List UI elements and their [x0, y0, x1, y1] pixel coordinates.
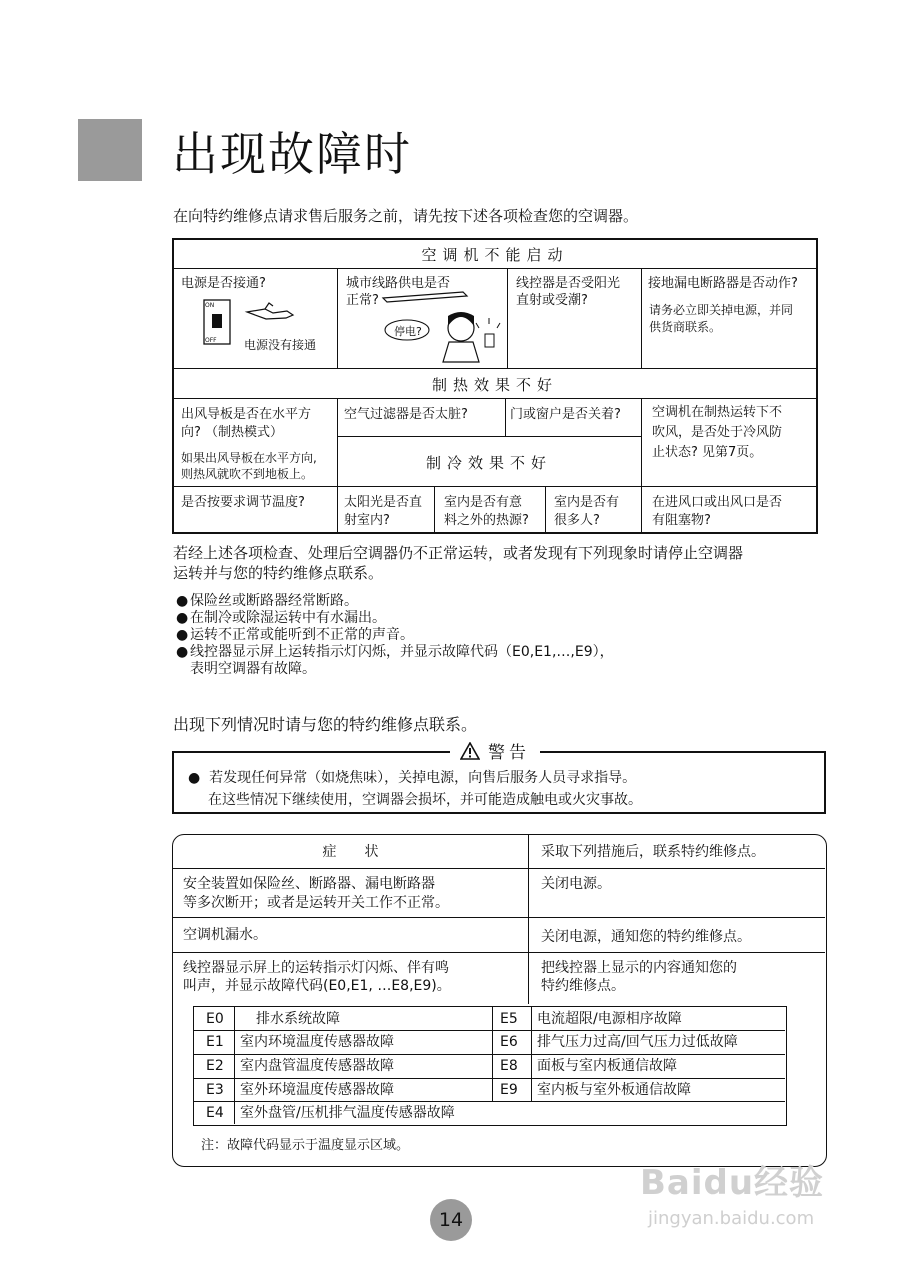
vent-question-2: 有阻塞物?	[652, 513, 711, 528]
list-item: 表明空调器有故障。	[190, 661, 316, 677]
error-code: E0	[206, 1011, 224, 1027]
warning-header	[450, 738, 540, 763]
contact-heading: 出现下列情况时请与您的特约维修点联系。	[173, 715, 478, 734]
list-item: ● 保险丝或断路器经常断路。	[176, 593, 358, 609]
fault-bullet-list	[176, 593, 614, 678]
error-description: 室内环境温度传感器故障	[240, 1034, 394, 1050]
error-description: 面板与室内板通信故障	[537, 1058, 677, 1074]
stop-instruction: 若经上述各项检查、处理后空调器仍不正常运转，或者发现有下列现象时请停止空调器	[173, 544, 744, 562]
list-item: ● 在制冷或除湿运转中有水漏出。	[176, 610, 386, 626]
temperature-question: 是否按要求调节温度?	[181, 495, 305, 510]
page-number: 14	[430, 1199, 472, 1241]
warning-triangle-icon	[460, 742, 480, 760]
error-code: E4	[206, 1105, 224, 1121]
list-item: ● 线控器显示屏上运转指示灯闪烁，并显示故障代码（E0,E1,…,E9），	[176, 644, 614, 660]
error-code: E2	[206, 1058, 224, 1074]
header-poor-cooling: 制冷效果不好	[425, 454, 552, 472]
crowd-question: 室内是否有	[554, 495, 620, 510]
symptom-error-code-2: 叫声，并显示故障代码(E0,E1, …E8,E9)。	[183, 978, 451, 994]
vane-question-2: 向? （制热模式）	[181, 425, 284, 440]
error-code-table	[193, 1006, 787, 1126]
vane-note: 如果出风导板在水平方向,	[181, 451, 317, 465]
crowd-question-2: 很多人?	[554, 513, 600, 528]
leak-note-2: 供货商联系。	[649, 320, 722, 334]
power-question: 电源是否接通?	[181, 276, 266, 291]
symptom-breaker: 安全装置如保险丝、断路器、漏电断路器	[183, 876, 435, 892]
error-description: 排水系统故障	[256, 1011, 340, 1027]
error-code: E6	[500, 1034, 518, 1050]
error-code-note: 注：故障代码显示于温度显示区域。	[201, 1138, 410, 1153]
error-code: E9	[500, 1082, 518, 1098]
error-description: 电流超限/电源相序故障	[537, 1011, 682, 1027]
section-marker	[78, 119, 142, 181]
error-description: 室外盘管/压机排气温度传感器故障	[240, 1105, 455, 1121]
error-description: 室内盘管温度传感器故障	[240, 1058, 394, 1074]
power-note: 电源没有接通	[244, 338, 317, 352]
heat-source-question: 室内是否有意	[444, 495, 523, 510]
watermark: Baidu经验	[640, 1163, 825, 1203]
heat-source-question-2: 料之外的热源?	[444, 513, 529, 528]
warning-line-2: 在这些情况下继续使用，空调器会损坏，并可能造成触电或火灾事故。	[208, 792, 642, 808]
vane-question: 出风导板是否在水平方	[181, 407, 312, 422]
error-code: E3	[206, 1082, 224, 1098]
action-power-off: 关闭电源。	[541, 876, 611, 892]
remote-question-2: 直射或受潮?	[516, 293, 588, 308]
intro-text: 在向特约维修点请求售后服务之前，请先按下述各项检查您的空调器。	[173, 207, 639, 225]
symptom-column-header: 症 状	[322, 844, 379, 860]
error-code: E8	[500, 1058, 518, 1074]
warning-label: 警告	[488, 743, 530, 763]
warning-line-1: ● 若发现任何异常（如烧焦味），关掉电源，向售后服务人员寻求指导。	[188, 770, 637, 786]
header-poor-heating: 制热效果不好	[431, 376, 558, 394]
city-power-question-2: 正常?	[346, 293, 379, 308]
city-power-question: 城市线路供电是否	[346, 276, 451, 291]
check-table	[172, 238, 818, 534]
no-blow-question: 空调机在制热运转下不	[652, 405, 783, 420]
header-cannot-start: 空调机不能启动	[421, 246, 569, 264]
no-blow-question-2: 吹风，是否处于冷风防	[652, 425, 783, 440]
watermark-url: jingyan.baidu.com	[648, 1208, 815, 1229]
filter-question: 空气过滤器是否太脏?	[344, 407, 468, 422]
action-column-header: 采取下列措施后，联系特约维修点。	[541, 844, 765, 860]
error-code: E5	[500, 1011, 518, 1027]
door-question: 门或窗户是否关着?	[510, 407, 621, 422]
sunlight-question: 太阳光是否直	[344, 495, 423, 510]
leak-note: 请务必立即关掉电源，并同	[649, 303, 794, 317]
remote-question: 线控器是否受阳光	[516, 276, 621, 291]
list-item: ● 运转不正常或能听到不正常的声音。	[176, 627, 414, 643]
vent-question: 在进风口或出风口是否	[652, 495, 783, 510]
action-report-display-2: 特约维修点。	[541, 978, 625, 994]
outage-label: 停电?	[394, 325, 422, 338]
switch-off-label: OFF	[205, 337, 217, 344]
action-notify: 关闭电源，通知您的特约维修点。	[541, 929, 751, 945]
leak-breaker-question: 接地漏电断路器是否动作?	[648, 276, 798, 291]
vane-note-2: 则热风就吹不到地板上。	[181, 467, 314, 481]
action-report-display: 把线控器上显示的内容通知您的	[541, 960, 737, 976]
error-description: 排气压力过高/回气压力过低故障	[537, 1034, 738, 1050]
stop-instruction-2: 运转并与您的特约维修点联系。	[173, 564, 384, 582]
symptom-breaker-2: 等多次断开；或者是运转开关工作不正常。	[183, 895, 449, 911]
page-title: 出现故障时	[172, 127, 412, 181]
sunlight-question-2: 射室内?	[344, 513, 390, 528]
symptom-error-code: 线控器显示屏上的运转指示灯闪烁、伴有鸣	[183, 960, 449, 976]
no-blow-question-3: 止状态? 见第7页。	[652, 445, 763, 460]
symptom-leak: 空调机漏水。	[183, 927, 267, 943]
error-description: 室内板与室外板通信故障	[537, 1082, 691, 1098]
error-code: E1	[206, 1034, 224, 1050]
switch-on-label: ON	[205, 302, 215, 309]
error-description: 室外环境温度传感器故障	[240, 1082, 394, 1098]
